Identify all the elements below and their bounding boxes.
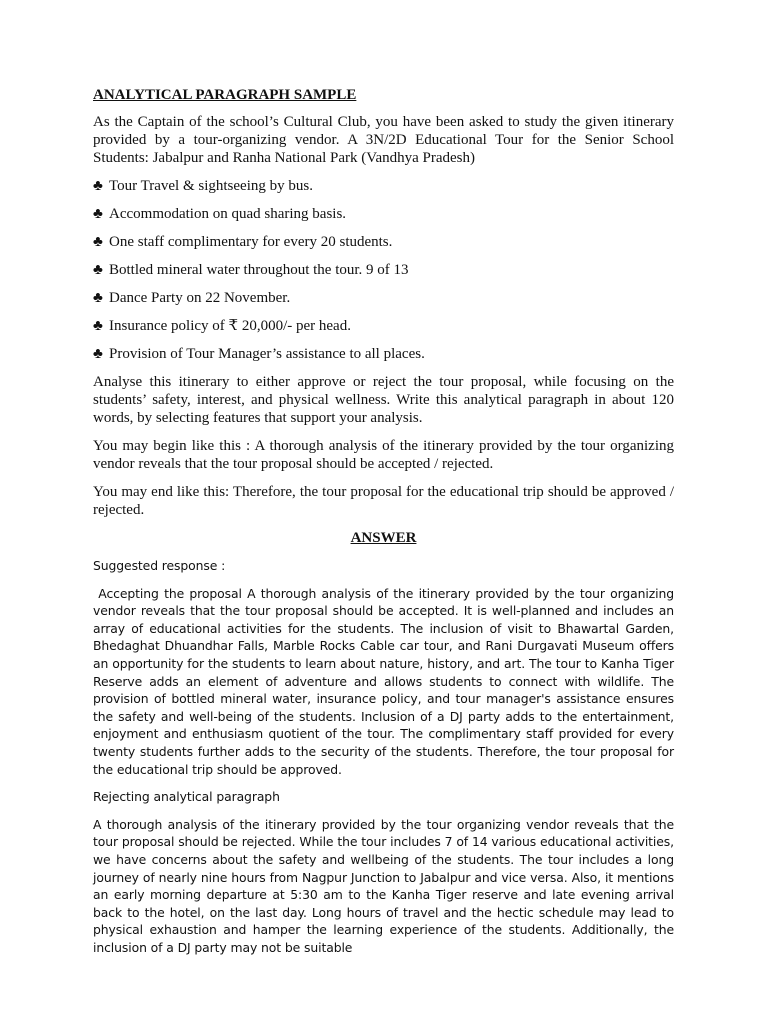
accepting-paragraph: Accepting the proposal A thorough analysis of the itinerary provided by the tour organizing vendor reveals that the tour proposal should be accepted. It is well-planned and includes an array of educational activities for the students. The inclusion of visit to Bhawartal Garden, Bhedaghat Dhuandhar Falls, Marble Rocks Cable car tour, and Rani Durgavati Museum offers an opportunity for the students to learn about nature, history, and art. The tour to Kanha Tiger Reserve adds an element of adventure and allows students to connect with wildlife. The provision of bottled mineral water, insurance policy, and tour manager's assistance ensures the safety and well-being of the students. Inclusion of a DJ party adds to the entertainment, enjoyment and enthusiasm quotient of the tour. The complimentary staff provided for every twenty students further adds to the security of the students. Therefore, the tour proposal for the educational trip should be approved. [93, 585, 678, 777]
rejecting-label: Rejecting analytical paragraph [93, 789, 280, 805]
list-item: ♣ Tour Travel & sightseeing by bus. [93, 178, 313, 194]
club-icon: ♣ [93, 178, 103, 194]
club-icon: ♣ [93, 346, 103, 362]
club-icon: ♣ [93, 290, 103, 306]
document-page [93, 86, 678, 955]
club-icon: ♣ [93, 234, 103, 250]
list-item: ♣ Accommodation on quad sharing basis. [93, 206, 347, 222]
club-icon: ♣ [93, 206, 103, 222]
end-hint: You may end like this: Therefore, the tour proposal for the educational trip should be approved / rejected. [93, 484, 674, 518]
rejecting-paragraph-container [93, 816, 674, 955]
instruction-paragraph: Analyse this itinerary to either approve or reject the tour proposal, while focusing on the students’ safety, interest, and physical wellness. Write this analytical paragraph in about 120 words, by selecting features that support your analysis. [93, 374, 674, 426]
list-item: ♣ Bottled mineral water throughout the tour. 9 of 13 [93, 262, 409, 278]
list-item: ♣ Dance Party on 22 November. [93, 290, 291, 306]
answer-heading: ANSWER [350, 530, 417, 546]
begin-hint: You may begin like this : A thorough analysis of the itinerary provided by the tour organizing vendor reveals that the tour proposal should be accepted / rejected. [93, 438, 674, 472]
list-item: ♣ One staff complimentary for every 20 students. [93, 234, 393, 250]
rejecting-paragraph: A thorough analysis of the itinerary provided by the tour organizing vendor reveals that the tour proposal should be rejected. While the tour includes 7 of 14 various educational activities, we have concerns about the safety and wellbeing of the students. The tour includes a long journey of nearly nine hours from Nagpur Junction to Jabalpur and vice versa. Also, it mentions an early morning departure at 5:30 am to the Kanha Tiger reserve and late evening arrival back to the hotel, on the last day. Long hours of travel and the hectic schedule may lead to physical exhaustion and hamper the learning experience of the students. Additionally, the inclusion of a DJ party may not be suitable [93, 816, 674, 955]
club-icon: ♣ [93, 318, 103, 334]
club-icon: ♣ [93, 262, 103, 278]
intro-paragraph: As the Captain of the school’s Cultural Club, you have been asked to study the given itinerary provided by a tour-organizing vendor. A 3N/2D Educational Tour for the Senior School Students: Jabalpur and Ranha National Park (Vandhya Pradesh) [93, 114, 674, 166]
itinerary-list [93, 177, 674, 363]
list-item: ♣ Insurance policy of ₹ 20,000/- per head. [93, 318, 351, 334]
document-title: ANALYTICAL PARAGRAPH SAMPLE [93, 87, 357, 103]
list-item: ♣ Provision of Tour Manager’s assistance to all places. [93, 346, 425, 362]
suggested-label: Suggested response : [93, 558, 226, 573]
